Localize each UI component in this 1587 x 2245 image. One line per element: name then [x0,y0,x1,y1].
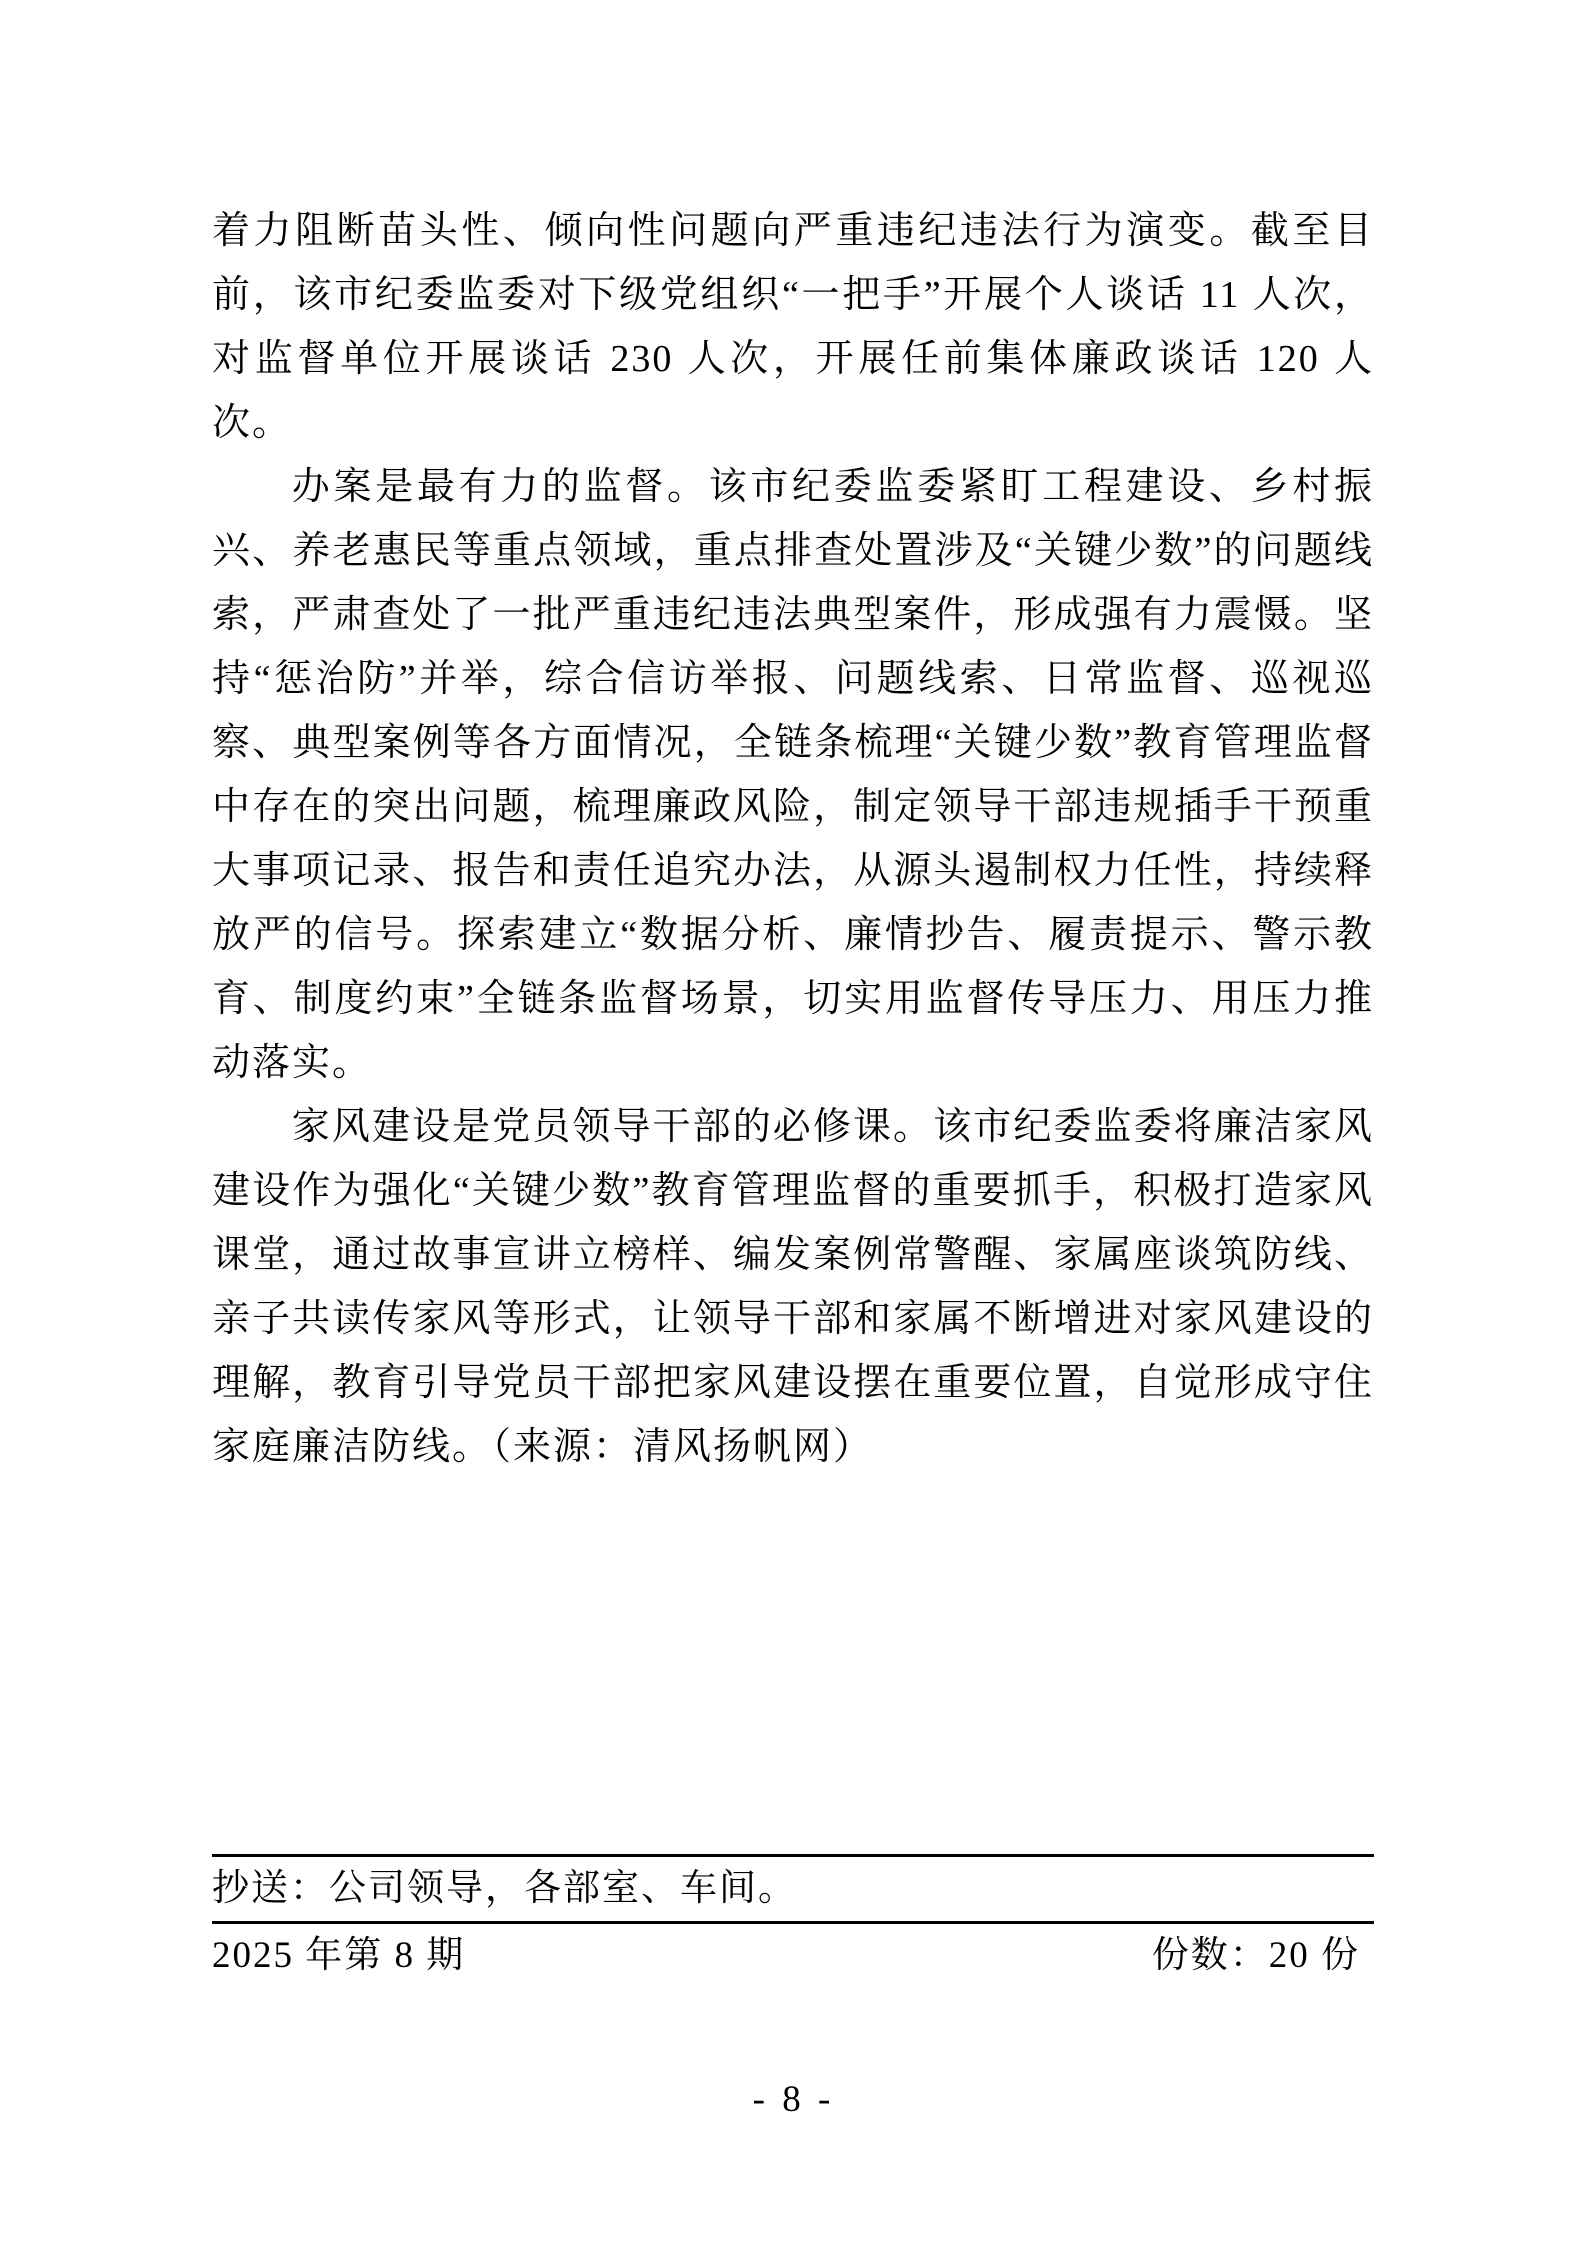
copy-to-line: 抄送：公司领导，各部室、车间。 [212,1868,797,1909]
document-body [212,199,1374,1479]
document-footer [212,1854,1374,1988]
body-paragraph: 着力阻断苗头性、倾向性问题向严重违纪违法行为演变。截至目前，该市纪委监委对下级党组织“一把手”开展个人谈话 11 人次，对监督单位开展谈话 230 人次，开展任前集体廉政谈话 120 人次。 [212,210,1374,444]
body-paragraph: 办案是最有力的监督。该市纪委监委紧盯工程建设、乡村振兴、养老惠民等重点领域，重点排查处置涉及“关键少数”的问题线索，严肃查处了一批严重违纪违法典型案件，形成强有力震慑。坚持“惩治防”并举，综合信访举报、问题线索、日常监督、巡视巡察、典型案例等各方面情况，全链条梳理“关键少数”教育管理监督中存在的突出问题，梳理廉政风险，制定领导干部违规插手干预重大事项记录、报告和责任追究办法，从源头遏制权力任性，持续释放严的信号。探索建立“数据分析、廉情抄告、履责提示、警示教育、制度约束”全链条监督场景，切实用监督传导压力、用压力推动落实。 [212,466,1374,1084]
issue-row [212,1924,1374,1988]
body-paragraph: 家风建设是党员领导干部的必修课。该市纪委监委将廉洁家风建设作为强化“关键少数”教育管理监督的重要抓手，积极打造家风课堂，通过故事宣讲立榜样、编发案例常警醒、家属座谈筑防线、亲子共读传家风等形式，让领导干部和家属不断增进对家风建设的理解，教育引导党员干部把家风建设摆在重要位置，自觉形成守住家庭廉洁防线。（来源：清风扬帆网） [212,1106,1374,1468]
page-number: - 8 - [752,2079,835,2120]
copies-count: 份数：20 份 [1151,1935,1360,1976]
issue-number: 2025 年第 8 期 [212,1935,466,1976]
